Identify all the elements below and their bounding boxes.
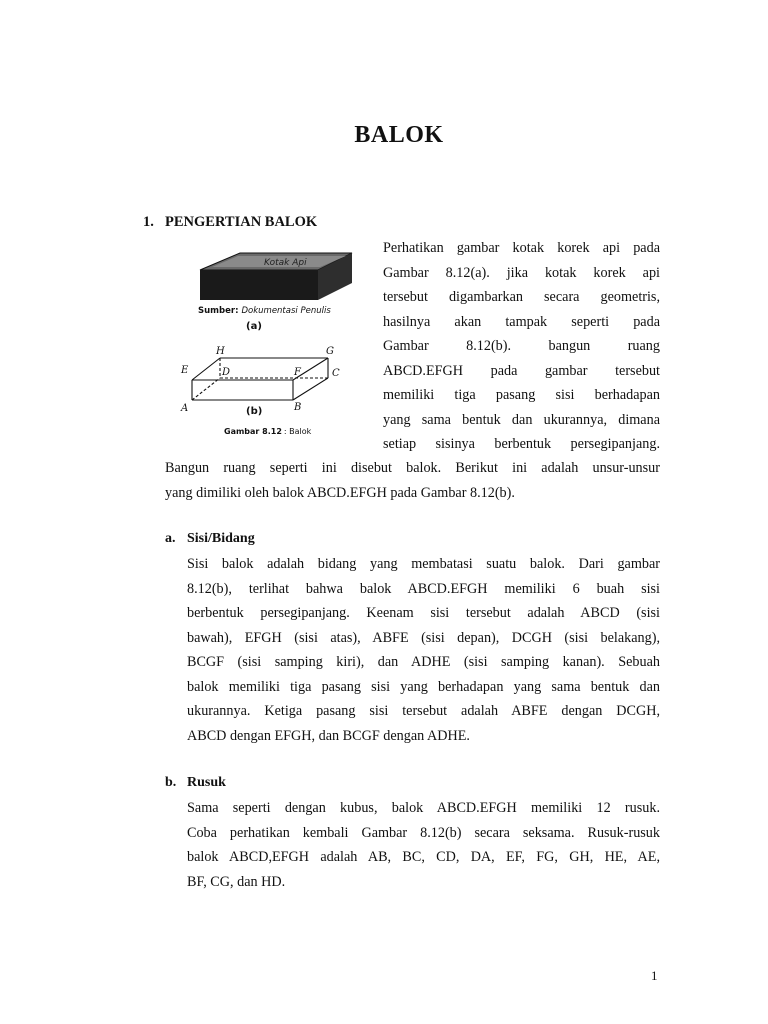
section-title: PENGERTIAN BALOK (165, 214, 318, 230)
subsection-b-paragraph (187, 796, 660, 894)
vertex-label-a: A (181, 403, 189, 414)
text-line: Bangun ruang seperti ini disebut balok. Berikut ini adalah unsur-unsur (165, 460, 660, 476)
text-line: yang sama bentuk dan ukurannya, dimana (383, 411, 660, 428)
text-line: 8.12(b), terlihat bahwa balok ABCD.EFGH memiliki 6 buah sisi (187, 580, 660, 597)
vertex-label-f: F (294, 367, 301, 378)
section-number: 1. (143, 214, 154, 230)
vertex-label-d: D (222, 367, 231, 378)
text-line: balok memiliki tiga pasang sisi yang berhadapan yang sama bentuk dan (187, 678, 660, 695)
page-number: 1 (651, 968, 658, 983)
caption-b: (b) (246, 406, 263, 417)
text-line: balok ABCD,EFGH adalah AB, BC, CD, DA, EF, FG, GH, HE, AE, (187, 849, 660, 865)
vertex-label-g: G (326, 346, 334, 357)
cuboid-diagram (192, 358, 328, 400)
vertex-label-c: C (332, 368, 340, 379)
text-line: Gambar 8.12(b). bangun ruang (383, 338, 660, 354)
matchbox-image (200, 253, 352, 300)
figure-caption-label: Gambar 8.12 (224, 427, 282, 436)
text-line: ukurannya. Ketiga pasang sisi tersebut adalah ABFE dengan DCGH, (187, 703, 660, 719)
section-heading (143, 214, 317, 231)
source-label: Sumber: (198, 306, 239, 316)
intro-paragraph-full (165, 456, 660, 505)
source-text: Dokumentasi Penulis (241, 306, 331, 316)
subsection-a-heading (165, 531, 255, 547)
text-line: memiliki tiga pasang sisi berhadapan (383, 387, 660, 403)
text-line: BF, CG, dan HD. (187, 873, 286, 890)
figure-caption-text: : Balok (283, 427, 312, 436)
source-note (198, 306, 331, 316)
text-line: BCGF (sisi samping kiri), dan ADHE (sisi samping kanan). Sebuah (187, 654, 660, 670)
text-line: Sisi balok adalah bidang yang membatasi suatu balok. Dari gambar (187, 556, 660, 572)
text-line: setiap sisinya berbentuk persegipanjang. (383, 436, 660, 452)
subsection-b-label: b. (165, 775, 177, 790)
text-line: ABCD.EFGH pada gambar tersebut (383, 362, 660, 379)
vertex-label-b: B (294, 402, 302, 413)
intro-paragraph-right (383, 236, 660, 457)
subsection-a-label: a. (165, 531, 176, 546)
text-line: tersebut digambarkan secara geometris, (383, 289, 660, 305)
text-line: berbentuk persegipanjang. Keenam sisi tersebut adalah ABCD (sisi (187, 605, 660, 621)
subsection-a-title: Sisi/Bidang (187, 531, 255, 546)
vertex-label-h: H (216, 346, 225, 357)
text-line: Coba perhatikan kembali Gambar 8.12(b) secara seksama. Rusuk-rusuk (187, 824, 660, 841)
caption-a: (a) (246, 321, 262, 332)
subsection-b-title: Rusuk (187, 775, 226, 790)
subsection-b-heading (165, 775, 226, 791)
page-title: BALOK (354, 122, 444, 148)
text-line: hasilnya akan tampak seperti pada (383, 313, 660, 330)
text-line: Gambar 8.12(a). jika kotak korek api (383, 264, 660, 281)
text-line: yang dimiliki oleh balok ABCD.EFGH pada Gambar 8.12(b). (165, 484, 515, 501)
subsection-a-paragraph (187, 552, 660, 748)
matchbox-label: Kotak Api (264, 258, 307, 268)
vertex-label-e: E (181, 365, 189, 376)
text-line: bawah), EFGH (sisi atas), ABFE (sisi depan), DCGH (sisi belakang), (187, 629, 660, 646)
balok-figure-svg (180, 245, 355, 445)
figure-caption (224, 427, 312, 436)
text-line: Perhatikan gambar kotak korek api pada (383, 240, 660, 256)
figure-8-12 (180, 245, 355, 445)
text-line: ABCD dengan EFGH, dan BCGF dengan ADHE. (187, 727, 470, 744)
text-line: Sama seperti dengan kubus, balok ABCD.EFGH memiliki 12 rusuk. (187, 800, 660, 816)
